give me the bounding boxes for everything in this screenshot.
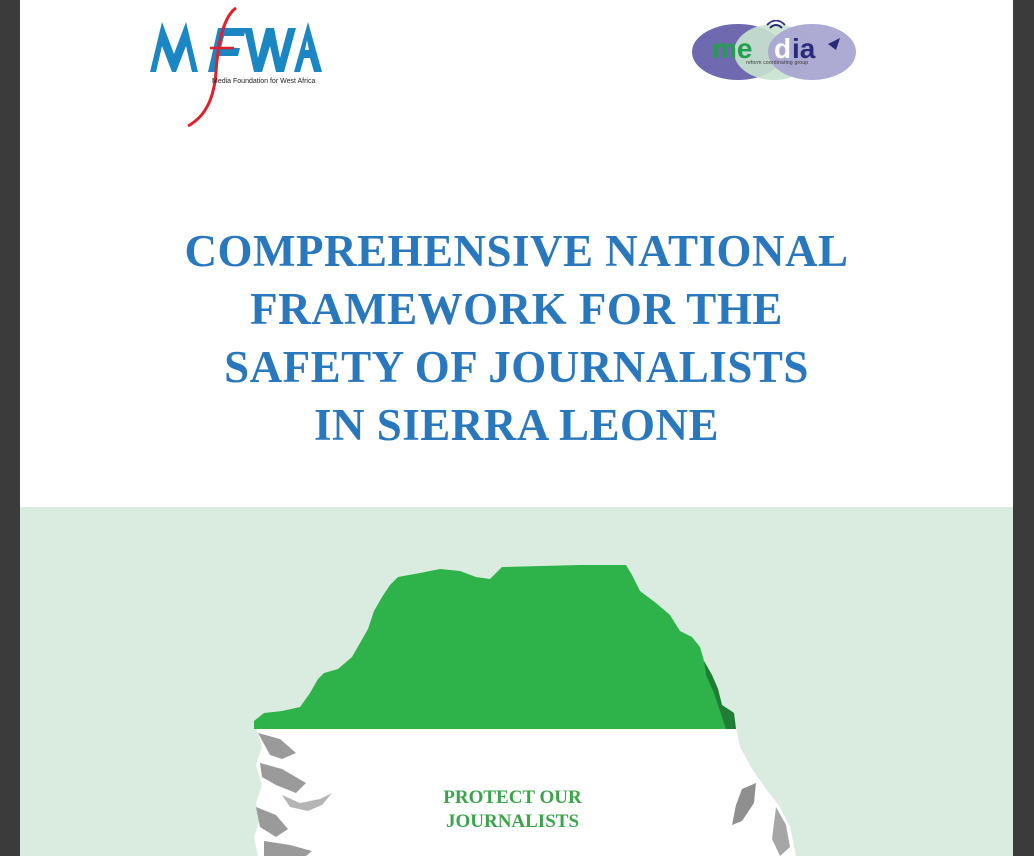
document-page [20,0,1013,856]
svg-text:d: d [774,33,792,64]
map-caption-line: JOURNALISTS [445,811,580,832]
media-reform-logo [690,20,860,84]
mfwa-logo-caption: Media Foundation for West Africa [212,78,316,85]
title-line: FRAMEWORK FOR THE [250,284,783,334]
title-line: COMPREHENSIVE NATIONAL [184,226,849,276]
map-caption-line: PROTECT OUR [443,787,582,808]
title-line: SAFETY OF JOURNALISTS [224,342,809,392]
media-reform-logo-caption: reform coordinating group [746,60,809,66]
title-line: IN SIERRA LEONE [313,400,720,450]
mfwa-logo [148,2,328,132]
svg-text:ia: ia [792,33,816,64]
document-title [20,222,1013,454]
svg-text:me: me [712,33,753,64]
